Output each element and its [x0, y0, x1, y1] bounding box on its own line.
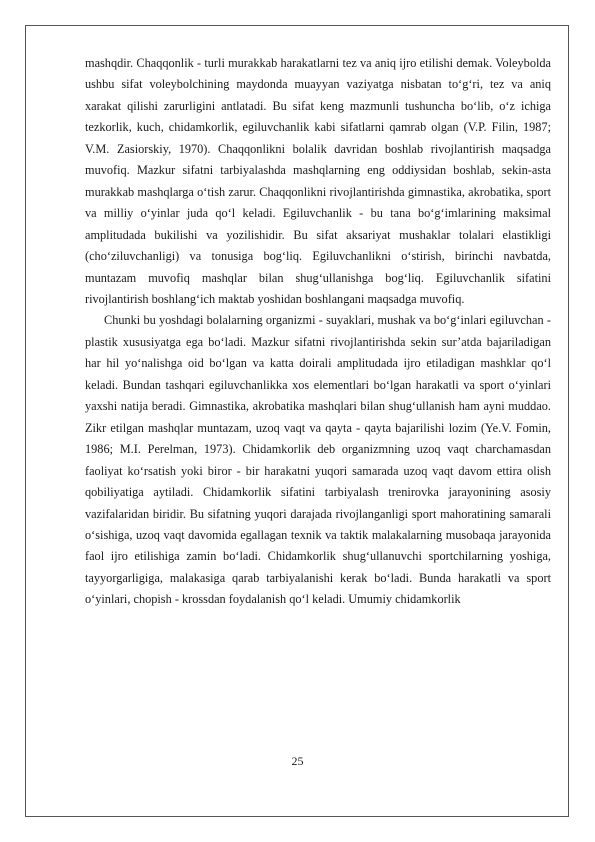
paragraph-1: mashqdir. Chaqqonlik - turli murakkab harakatlarni tez va aniq ijro etilishi demak. Voleybolda ushbu sifat voleybolchining maydonda muayyan vaziyatga nisbatan to‘g‘ri, tez va aniq xarakat qilishi zarurligini antlatadi. Bu sifat keng mazmunli tushuncha bo‘lib, o‘z ichiga tezkorlik, kuch, chidamkorlik, egiluvchanlik kabi sifatlarni qamrab olgan (V.P. Filin, 1987; V.M. Zasiorskiy, 1970). Chaqqonlikni bolalik davridan boshlab rivojlantirish maqsadga muvofiq. Mazkur sifatni tarbiyalashda mashqlarning eng oddiysidan boshlab, sekin-asta murakkab mashqlarga o‘tish zarur. Chaqqonlikni rivojlantirishda gimnastika, akrobatika, sport va milliy o‘yinlar juda qo‘l keladi. Egiluvchanlik - bu tana bo‘g‘imlarining maksimal amplitudada bukilishi va yozilishidir. Bu sifat aksariyat mushaklar tolalari elastikligi (cho‘ziluvchanligi) va tonusiga bog‘liq. Egiluvchanlikni o‘stirish, birinchi navbatda, muntazam muvofiq mashqlar bilan shug‘ullanishga bog‘liq. Egiluvchanlik sifatini rivojlantirish boshlang‘ich maktab yoshidan boshlangani maqsadga muvofiq.: [85, 56, 551, 306]
paragraph-2: Chunki bu yoshdagi bolalarning organizmi - suyaklari, mushak va bo‘g‘inlari egiluvchan - plastik xususiyatga ega bo‘ladi. Mazkur sifatni rivojlantirishda sekin sur’atda bajariladigan har hil yo‘nalishga oid bo‘lgan va katta doirali amplitudada ijro etiladigan mashklar qo‘l keladi. Bundan tashqari egiluvchanlikka xos elementlari bo‘lgan harakatli va sport o‘yinlari yaxshi natija beradi. Gimnastika, akrobatika mashqlari bilan shug‘ullanish ham ayni muddao. Zikr etilgan mashqlar muntazam, uzoq vaqt va qayta - qayta bajarilishi lozim (Ye.V. Fomin, 1986; M.I. Perelman, 1973). Chidamkorlik deb organizmning uzoq vaqt charchamasdan faoliyat ko‘rsatish yoki biror - bir harakatni yuqori samarada uzoq vaqt davom ettira olish qobiliyatiga aytiladi. Chidamkorlik sifatini tarbiyalash trenirovka jarayonining asosiy vazifalaridan biridir. Bu sifatning yuqori darajada rivojlanganligi sport mahoratining samarali o‘sishiga, uzoq vaqt davomida egallagan texnik va taktik malakalarning musobaqa jarayonida faol ijro etilishiga zamin bo‘ladi. Chidamkorlik shug‘ullanuvchi sportchilarning yoshiga, tayyorgarligiga, malakasiga qarab tarbiyalanishi kerak bo‘ladi. Bunda harakatli va sport o‘yinlari, chopish - krossdan foydalanish qo‘l keladi. Umumiy chidamkorlik: [85, 313, 551, 607]
document-body: [85, 53, 551, 611]
page-number: 25: [291, 754, 304, 768]
